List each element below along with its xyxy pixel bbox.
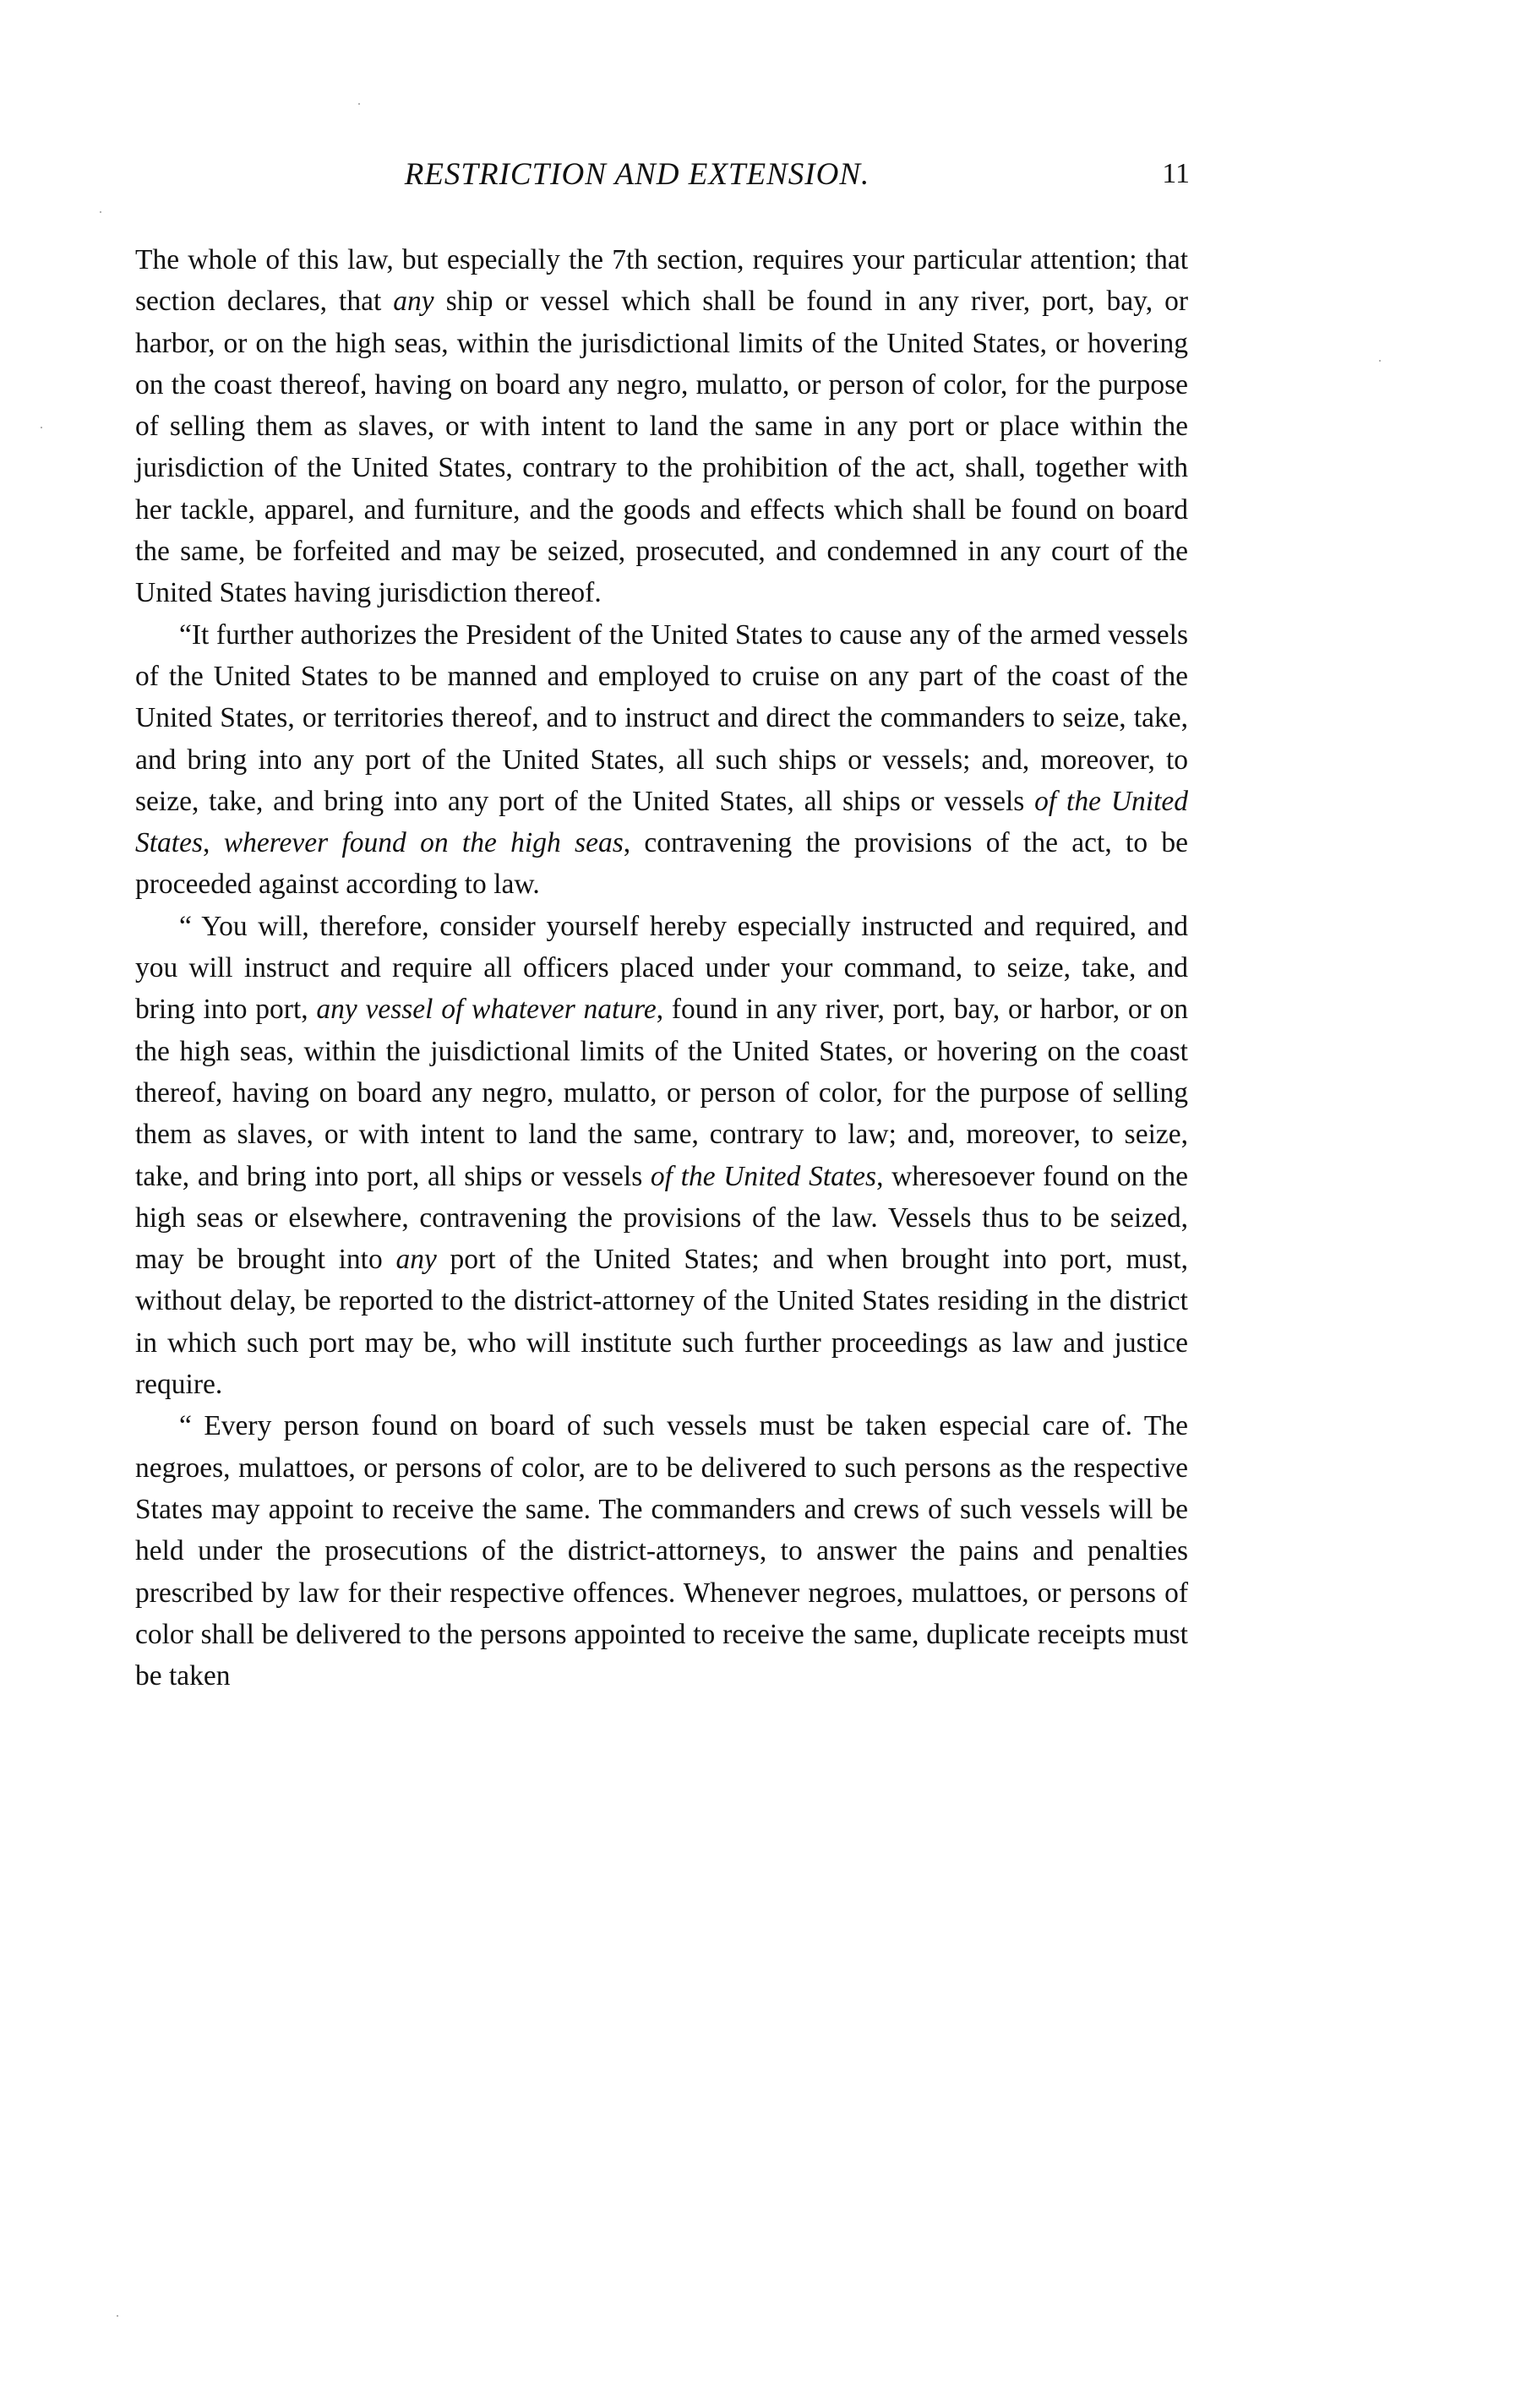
text-run: port of the United States; and when brought into port, must, without delay, be reported to the district-attorney of the United States residing in the district in which such port may be, who will institute such further proceedings as law and justice require. (135, 1244, 1188, 1401)
italic-text: any (393, 286, 434, 318)
text-run: ship or vessel which shall be found in any river, port, bay, or harbor, or on the high seas, within the jurisdictional limits of the United States, or hovering on the coast thereof, having on board any negro, mulatto, or person of color, for the purpose of selling them as slaves, or with intent to land the same in any port or place within the jurisdiction of the United States, contrary to the prohibition of the act, shall, together with her tackle, apparel, and furniture, and the goods and effects which shall be found on board the same, be forfeited and may be seized, prosecuted, and condemned in any court of the United States having jurisdiction thereof. (135, 286, 1188, 609)
text-run: The whole of this law, but especially the 7th section, requires your particular attention; that section declares, that (135, 244, 1188, 318)
text-run: “ Every person found on board of such vessels must be taken especial care of. The negroes, mulattoes, or persons of color, are to be delivered to such persons as the respective States may appoint to receive the same. The commanders and crews of such vessels will be held under the prosecutions of the district-attorneys, to answer the pains and penalties prescribed by law for their respective offences. Whenever negroes, mulattoes, or persons of color shall be delivered to the persons appointed to receive the same, duplicate receipts must be taken (135, 1410, 1188, 1692)
text-run: “ You will, therefore, consider yourself hereby especially instructed and required, and you will instruct and require all officers placed under your command, to seize, take, and bring into port, (135, 910, 1188, 1026)
page-number: 11 (1162, 158, 1190, 189)
text-run: , found in any river, port, bay, or harbor, or on the high seas, within the juisdictional limits of the United States, or hovering on the coast thereof, having on board any negro, mulatto, or person of color, for the purpose of selling them as slaves, or with intent to land the same, contrary to law; and, moreover, to seize, take, and bring into port, all ships or vessels (135, 994, 1188, 1192)
text-run: , (203, 827, 224, 859)
body-text (135, 239, 1188, 1697)
text-run: , contravening the provisions of the act, to be proceeded against according to law. (135, 827, 1189, 901)
italic-text: any (395, 1244, 437, 1276)
paragraph (135, 906, 1188, 1406)
paragraph (135, 614, 1188, 906)
scan-speck (1379, 360, 1381, 362)
italic-text: wherever found on the high seas (223, 827, 624, 859)
italic-text: of the United States (135, 785, 1188, 859)
italic-text: of the United States (650, 1160, 877, 1192)
running-title: RESTRICTION AND EXTENSION. (404, 157, 870, 192)
scan-speck (41, 427, 42, 428)
scan-speck (117, 2315, 118, 2317)
text-run: , wheresoever found on the high seas or elsewhere, contravening the provisions of the law. Vessels thus to be seized, may be brought into (135, 1160, 1188, 1276)
scan-speck (358, 103, 360, 105)
italic-text: any vessel of whatever nature (316, 994, 657, 1026)
text-run: “It further authorizes the President of the United States to cause any of the armed vessels of the United States to be manned and employed to cruise on any part of the coast of the United States, or territories thereof, and to instruct and direct the commanders to seize, take, and bring into any port of the United States, all such ships or vessels; and, moreover, to seize, take, and bring into any port of the United States, all ships or vessels (135, 618, 1188, 817)
paragraph (135, 1405, 1188, 1697)
paragraph (135, 239, 1188, 614)
scan-speck (100, 211, 101, 213)
running-head (135, 156, 1190, 199)
